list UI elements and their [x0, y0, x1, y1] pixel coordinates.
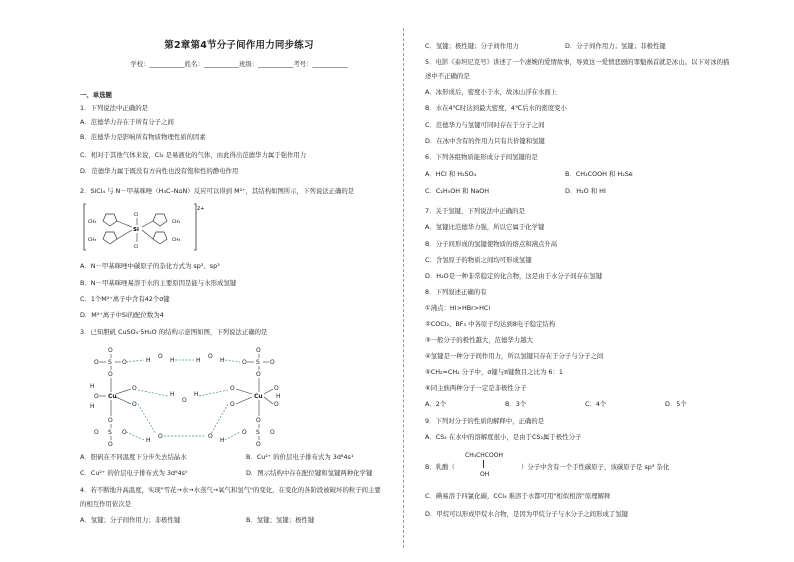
svg-text:CH₃: CH₃	[88, 238, 97, 243]
q2-charge-label: 2+	[197, 206, 205, 212]
section-heading: 一、单选题	[80, 91, 112, 99]
q4-option-a: A．氢键；分子间作用力；非极性键	[80, 516, 181, 524]
svg-text:O: O	[208, 353, 213, 360]
svg-text:O: O	[94, 359, 99, 366]
q7-option-c: C．含氢原子的物质之间均可形成氢键	[425, 256, 532, 264]
svg-text:S: S	[256, 429, 260, 436]
q3-option-c: C．Cu²⁺ 的价层电子排布式为 3d⁹4s⁰	[80, 469, 188, 477]
q2-option-d: D．M²⁺离子中Si的配位数为4	[80, 311, 164, 319]
svg-text:O: O	[108, 417, 113, 424]
q2-stem: 2．SiCl₄ 与 N－甲基咪唑（H₃C–N⌂N）反应可以得到 M²⁺，其结构如图所示，下列说法正确的是	[80, 187, 355, 195]
svg-text:S: S	[108, 429, 112, 436]
svg-text:CH₃: CH₃	[172, 220, 181, 225]
q5-option-d: D．在冰中含有的作用力只有共价键和氢键	[425, 137, 545, 145]
svg-text:H: H	[90, 403, 95, 410]
q4-stem-continued: 的相互作用依次是	[80, 500, 132, 508]
q9-option-b-suffix: ）分子中含有一个手性碳原子，该碳原子是 sp³ 杂化	[521, 463, 670, 471]
q8-statement-6: ⑥同主族两种分子一定是非极性分子	[425, 384, 527, 392]
svg-text:Cu: Cu	[108, 393, 117, 400]
q7-option-d: D．H₂O是一种非常稳定的化合物，这是由于水分子间存在氢键	[425, 272, 603, 280]
q8-option-a: A．2个	[425, 400, 447, 408]
svg-text:O: O	[182, 397, 187, 404]
q4-option-c: C．氢键；极性键；分子间作用力	[425, 42, 519, 50]
q2-option-c: C．1个M²⁺离子中含有42个σ键	[80, 295, 170, 303]
svg-text:O: O	[122, 429, 127, 436]
svg-text:O: O	[270, 429, 275, 436]
svg-text:H: H	[146, 437, 151, 444]
svg-text:Si: Si	[133, 227, 139, 233]
q2-option-b: B．N－甲基咪唑易溶于水的主要原因是能与水形成氢键	[80, 279, 237, 287]
q8-stem: 8．下列叙述正确的有	[425, 288, 487, 296]
svg-text:O: O	[94, 393, 99, 400]
svg-text:S: S	[256, 359, 260, 366]
lactic-acid-formula: CH₃CHCOOH	[465, 452, 503, 459]
svg-text:O: O	[122, 359, 127, 366]
q6-option-a: A．HCl 和 H₂SO₄	[425, 170, 477, 178]
q3-option-b: B．Cu²⁺ 的价层电子排布式为 3d⁸4s¹	[246, 453, 354, 461]
q9-option-d: D．甲烷可以形成甲烷水合物，是因为甲烷分子与水分子之间形成了氢键	[425, 510, 629, 518]
svg-text:CH₃: CH₃	[88, 220, 97, 225]
svg-text:H: H	[170, 391, 175, 398]
q5-option-a: A．冰形成后，密度小于水，故冰山浮在水面上	[425, 88, 558, 96]
svg-text:O: O	[94, 429, 99, 436]
q6-option-b: B．CH₃COOH 和 H₂Se	[565, 170, 633, 178]
svg-text:O: O	[108, 441, 113, 448]
q9-option-b-prefix: B．乳酸（	[425, 463, 455, 471]
q4-option-b: B．氢键；氢键；极性键	[246, 516, 315, 524]
svg-text:O: O	[256, 417, 261, 424]
q5-stem: 5．电影《泰坦尼克号》讲述了一个凄婉的爱情故事，导致这一爱情悲剧的罪魁祸首就是冰山。以下对冰的描	[425, 58, 730, 66]
page-title: 第2章第4节分子间作用力同步练习	[164, 40, 314, 51]
svg-text:H: H	[276, 393, 281, 400]
svg-text:S: S	[108, 359, 112, 366]
q5-stem-continued: 述中不正确的是	[425, 72, 470, 80]
svg-text:CH₃: CH₃	[172, 238, 181, 243]
column-divider	[403, 28, 404, 548]
q1-option-c: C．相对于其他气体来说，Cl₂ 是易液化的气体，由此得出范德华力属于强作用力	[80, 151, 307, 159]
q1-option-a: A．范德华力存在于所有分子之间	[80, 118, 174, 126]
q9-option-a: A．CS₂ 在水中的溶解度很小，是由于CS₂属于极性分子	[425, 433, 582, 441]
q5-option-c: C．范德华力与氢键可同时存在于分子之间	[425, 121, 545, 129]
svg-text:O: O	[158, 353, 163, 360]
q6-stem: 6．下列各组物质能形成分子间氢键的是	[425, 153, 538, 161]
q4-stem: 4．若不断地升高温度，实现"雪花→水→水蒸气→氧气和氢气"的变化，在变化的各阶段被破坏的粒子间主要	[80, 486, 381, 494]
svg-text:H: H	[194, 391, 199, 398]
q3-option-d: D．图示结构中存在配位键和氢键两种化学键	[246, 469, 373, 477]
svg-text:Cl: Cl	[134, 213, 139, 218]
q4-option-d: D．分子间作用力；氢键；非极性键	[565, 42, 666, 50]
svg-text:O: O	[208, 433, 213, 440]
svg-text:O: O	[242, 359, 247, 366]
q7-option-b: B．分子间形成的氢键使物质的熔点和沸点升高	[425, 240, 558, 248]
q3-copper-sulfate-diagram	[86, 340, 296, 448]
svg-text:Cl: Cl	[134, 245, 139, 250]
svg-text:O: O	[132, 401, 137, 408]
svg-text:O: O	[274, 401, 279, 408]
svg-text:O: O	[158, 433, 163, 440]
svg-text:O: O	[132, 385, 137, 392]
lactic-acid-hydroxyl: OH	[480, 471, 490, 478]
svg-text:H: H	[220, 437, 225, 444]
q8-statement-2: ②COCl₂、BF₃ 中各原子均达到8电子稳定结构	[425, 320, 556, 328]
q7-option-a: A．氢键比范德华力强，所以它属于化学键	[425, 223, 545, 231]
q8-statement-3: ③一般分子的极性越大，范德华力越大	[425, 336, 533, 344]
q1-stem: 1．下列说法中正确的是	[80, 104, 148, 112]
svg-text:H: H	[90, 383, 95, 390]
q8-option-d: D．5个	[665, 400, 687, 408]
q9-stem: 9．下列对分子的性质的解释中，正确的是	[425, 417, 545, 425]
svg-text:H: H	[220, 357, 225, 364]
q6-option-c: C．C₂H₅OH 和 NaOH	[425, 187, 490, 195]
svg-text:H: H	[146, 357, 151, 364]
lactic-acid-bond	[483, 460, 484, 468]
q1-option-b: B．范德华力是影响所有物质物理性质的因素	[80, 133, 206, 141]
q3-stem: 3．已知胆矾 CuSO₄·5H₂O 的结构示意图如图，下列说法正确的是	[80, 328, 268, 336]
q9-option-c: C．碘易溶于四氯化碳，CCl₄ 难溶于水都可用"相似相溶"原理解释	[425, 492, 611, 500]
student-info-line: 学校：___________姓名：___________班级：___________考号：___________	[130, 60, 348, 68]
q8-statement-1: ①沸点：HI>HBr>HCl	[425, 304, 491, 312]
svg-text:H: H	[170, 357, 175, 364]
svg-text:Cu: Cu	[254, 393, 263, 400]
q2-structure-diagram	[82, 202, 205, 252]
svg-text:H: H	[196, 357, 201, 364]
svg-text:O: O	[108, 371, 113, 378]
svg-text:O: O	[256, 347, 261, 354]
q3-option-a: A．胆矾在不同温度下分步失去结晶水	[80, 453, 187, 461]
q2-option-a: A．N－甲基咪唑中碳原子的杂化方式为 sp²、sp³	[80, 262, 220, 270]
svg-text:O: O	[274, 385, 279, 392]
q6-option-d: D．H₂O 和 HI	[565, 187, 606, 195]
svg-text:O: O	[108, 347, 113, 354]
q5-option-b: B．水在4℃时达到最大密度，4℃后水的密度变小	[425, 104, 567, 112]
svg-text:O: O	[230, 401, 235, 408]
q8-statement-4: ④氢键是一种分子间作用力，所以氢键只存在于分子与分子之间	[425, 352, 604, 360]
q8-option-b: B．3个	[505, 400, 527, 408]
q8-option-c: C．4个	[585, 400, 607, 408]
svg-text:O: O	[230, 385, 235, 392]
svg-text:O: O	[256, 371, 261, 378]
svg-text:O: O	[256, 441, 261, 448]
q7-stem: 7．关于氢键，下列说法中正确的是	[425, 207, 525, 215]
q1-option-d: D．范德华力属于既没有方向性也没有饱和性的静电作用	[80, 167, 239, 175]
q8-statement-5: ⑤CH₂=CH₂ 分子中，σ键与π键数目之比为 6：1	[425, 368, 563, 376]
svg-text:O: O	[242, 429, 247, 436]
svg-text:O: O	[270, 359, 275, 366]
